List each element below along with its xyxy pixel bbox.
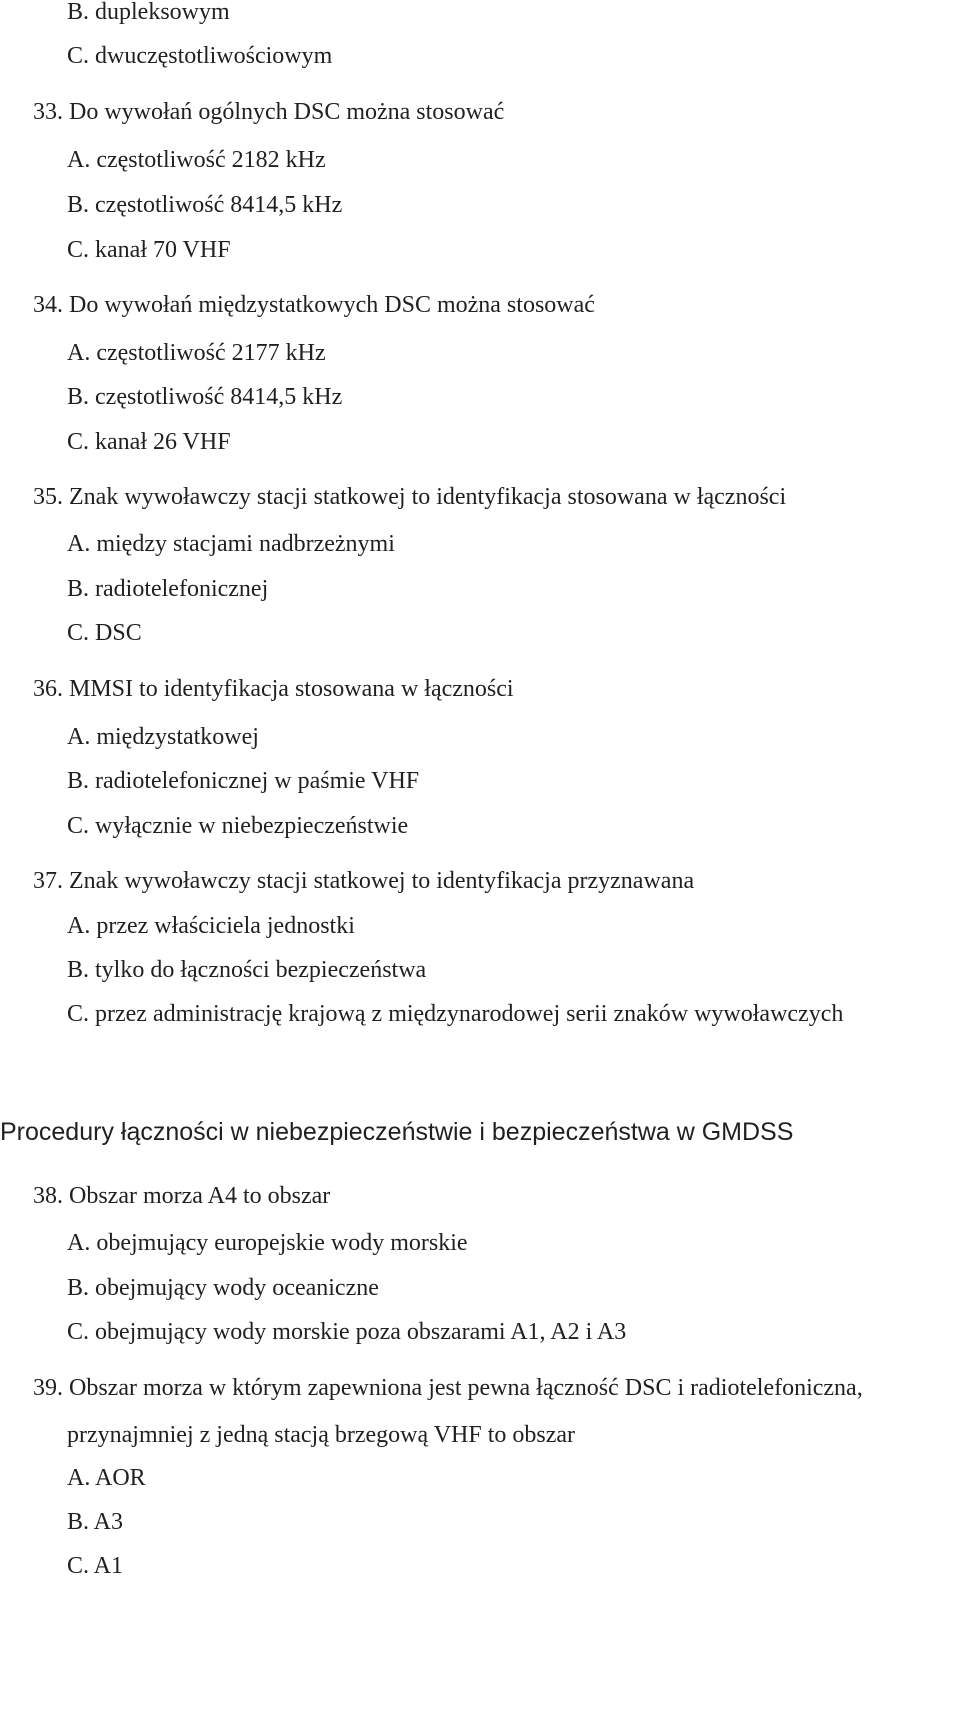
question-35-answer-b: B. radiotelefonicznej [67, 576, 269, 602]
question-38-answer-c: C. obejmujący wody morskie poza obszarami A1, A2 i A3 [67, 1319, 627, 1345]
question-36-answer-c: C. wyłącznie w niebezpieczeństwie [67, 813, 409, 839]
question-37-answer-c: C. przez administrację krajową z międzynarodowej serii znaków wywoławczych [67, 1001, 844, 1027]
question-35-answer-c: C. DSC [67, 620, 142, 646]
question-33-answer-a: A. częstotliwość 2182 kHz [67, 147, 326, 173]
question-39-line-1: 39. Obszar morza w którym zapewniona jest pewna łączność DSC i radiotelefoniczna, [33, 1375, 863, 1401]
question-38-answer-a: A. obejmujący europejskie wody morskie [67, 1230, 468, 1256]
question-38: 38. Obszar morza A4 to obszar [33, 1183, 331, 1209]
question-36-answer-b: B. radiotelefonicznej w paśmie VHF [67, 768, 420, 794]
question-37-answer-a: A. przez właściciela jednostki [67, 913, 355, 939]
question-35-answer-a: A. między stacjami nadbrzeżnymi [67, 531, 395, 557]
question-36: 36. MMSI to identyfikacja stosowana w łączności [33, 676, 514, 702]
answer-b: B. dupleksowym [67, 0, 230, 25]
question-39-answer-b: B. A3 [67, 1509, 124, 1535]
question-39-line-2: przynajmniej z jedną stacją brzegową VHF to obszar [67, 1422, 576, 1448]
question-38-answer-b: B. obejmujący wody oceaniczne [67, 1275, 379, 1301]
question-33: 33. Do wywołań ogólnych DSC można stosować [33, 99, 505, 125]
question-34-answer-c: C. kanał 26 VHF [67, 429, 231, 455]
question-34-answer-a: A. częstotliwość 2177 kHz [67, 340, 326, 366]
question-36-answer-a: A. międzystatkowej [67, 724, 259, 750]
answer-c: C. dwuczęstotliwościowym [67, 43, 333, 69]
question-37-answer-b: B. tylko do łączności bezpieczeństwa [67, 957, 427, 983]
question-35: 35. Znak wywoławczy stacji statkowej to identyfikacja stosowana w łączności [33, 484, 787, 510]
question-37: 37. Znak wywoławczy stacji statkowej to identyfikacja przyznawana [33, 868, 695, 894]
question-39-answer-c: C. A1 [67, 1553, 124, 1579]
question-34-answer-b: B. częstotliwość 8414,5 kHz [67, 384, 343, 410]
question-33-answer-c: C. kanał 70 VHF [67, 237, 231, 263]
question-33-answer-b: B. częstotliwość 8414,5 kHz [67, 192, 343, 218]
question-39-answer-a: A. AOR [67, 1465, 146, 1491]
section-heading: Procedury łączności w niebezpieczeństwie i bezpieczeństwa w GMDSS [0, 1118, 794, 1146]
question-34: 34. Do wywołań międzystatkowych DSC można stosować [33, 292, 595, 318]
